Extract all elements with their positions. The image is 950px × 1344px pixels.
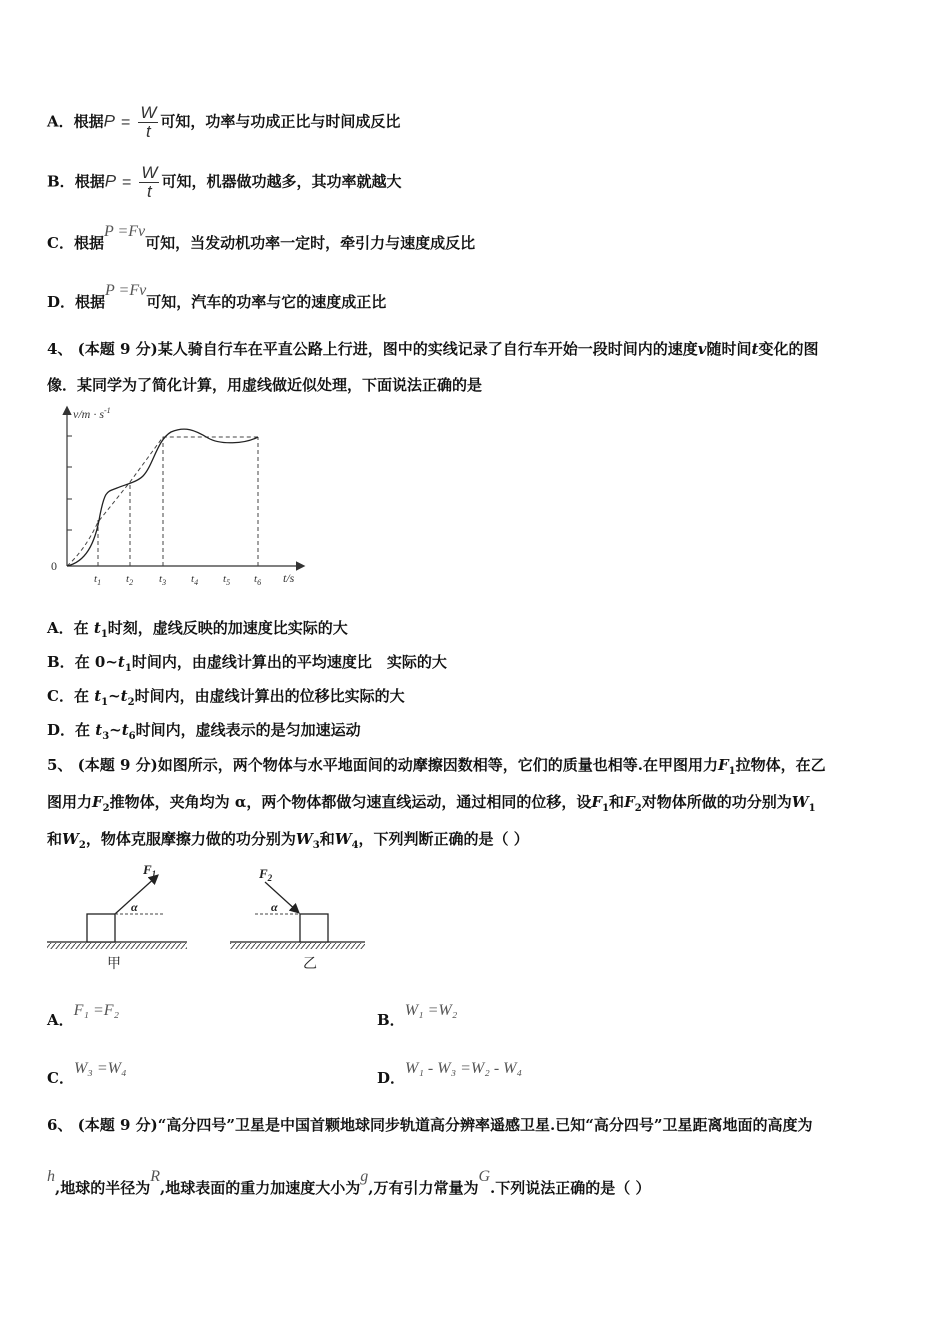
- subscript: 3: [312, 840, 320, 851]
- q5-option-c: [47, 1060, 127, 1089]
- option-letter: A．: [47, 1011, 74, 1029]
- var-f: F: [624, 793, 635, 811]
- y-axis-label: $v/m \cdot s^{-1}$: [73, 406, 111, 421]
- subscript: 1: [124, 663, 132, 674]
- var-w: W: [62, 830, 79, 848]
- q4-option-a: [47, 618, 348, 645]
- stem-text: 像．某同学为了简化计算，用虚线做近似处理，下面说法正确的是: [47, 376, 483, 394]
- var-t: t: [120, 687, 128, 705]
- var-g: g: [360, 1168, 369, 1185]
- stem-text: 和: [609, 793, 625, 811]
- figure-yi: [230, 866, 365, 972]
- option-text: 可知，功率与功成正比与时间成反比: [160, 112, 401, 131]
- q5-stem-line1: [47, 755, 826, 782]
- fraction-numerator: W: [141, 163, 158, 182]
- stem-text: .下列说法正确的是（ ）: [490, 1179, 651, 1197]
- x-tick-label: $t_4$: [191, 573, 199, 587]
- option-letter: B．: [47, 172, 75, 191]
- option-text: 在: [73, 619, 94, 637]
- stem-text: ,地球表面的重力加速度大小为: [160, 1179, 361, 1197]
- option-letter: A．: [47, 112, 74, 131]
- stem-text: 随时间: [706, 340, 752, 358]
- subscript: 1: [728, 766, 736, 777]
- option-text: 可知，汽车的功率与它的速度成正比: [146, 293, 387, 311]
- var-f: F: [591, 793, 603, 811]
- question-points: (本题 9 分): [77, 340, 158, 358]
- formula: F₁ =F₂: [73, 1002, 120, 1019]
- x-tick-label: $t_1$: [94, 573, 102, 587]
- option-letter: B．: [377, 1011, 405, 1029]
- var-r: R: [150, 1168, 161, 1185]
- q5-stem-line2: [47, 792, 816, 819]
- formula-lhs: P: [104, 171, 117, 191]
- stem-text: 和: [47, 830, 63, 848]
- option-text: 时间内，虚线表示的是匀加速运动: [135, 721, 361, 739]
- q3-option-c: [47, 223, 476, 254]
- var-v: v: [697, 340, 707, 358]
- question-number: 5、: [47, 756, 73, 774]
- subscript: 2: [634, 803, 642, 814]
- var-t: t: [94, 687, 102, 705]
- q5-stem-line3: [47, 829, 529, 856]
- subscript: 1: [808, 803, 816, 814]
- option-text: 可知，当发动机功率一定时，牵引力与速度成反比: [145, 234, 476, 252]
- subscript: 2: [127, 697, 135, 708]
- q4-option-b: [47, 652, 447, 679]
- option-text: 在 0~: [74, 653, 118, 671]
- stem-text: ,地球的半径为: [55, 1179, 151, 1197]
- stem-text: “高分四号”卫星是中国首颗地球同步轨道高分辨率遥感卫星.已知“高分四号”卫星距离地面的高度为: [157, 1116, 813, 1134]
- q5-option-b: [377, 1002, 458, 1031]
- option-letter: B．: [47, 653, 75, 671]
- x-tick-label: $t_6$: [254, 573, 262, 587]
- q4-stem-line1: [47, 339, 818, 359]
- force-diagram: [45, 860, 375, 980]
- stem-text: 如图所示，两个物体与水平地面间的动摩擦因数相等，它们的质量也相等.在甲图用力: [157, 756, 718, 774]
- option-letter: D．: [47, 293, 76, 311]
- x-tick-label: $t_5$: [223, 573, 231, 587]
- x-axis-label: t/s: [283, 571, 295, 585]
- angle-label: α: [131, 900, 138, 914]
- figure-jia: [47, 862, 187, 972]
- var-t: t: [93, 619, 101, 637]
- formula-lhs: P: [103, 111, 115, 131]
- q6-stem-line2: [47, 1168, 651, 1199]
- var-t: t: [95, 721, 103, 739]
- option-letter: C．: [47, 687, 74, 705]
- option-text: ~: [109, 721, 122, 739]
- stem-text: 某人骑自行车在平直公路上行进，图中的实线记录了自行车开始一段时间内的速度: [157, 340, 698, 358]
- q3-option-d: [47, 282, 387, 313]
- var-g-const: G: [478, 1168, 491, 1185]
- subscript: 4: [351, 840, 359, 851]
- question-points: (本题 9 分): [77, 756, 158, 774]
- velocity-time-graph: [45, 400, 315, 590]
- stem-text: 推物体，夹角均为 α，两个物体都做匀速直线运动，通过相同的位移，设: [109, 793, 592, 811]
- option-text: 时间内，由虚线计算出的平均速度比 实际的大: [131, 653, 447, 671]
- force-arrow: [265, 882, 298, 912]
- stem-text: ，物体克服摩擦力做的功分别为: [85, 830, 296, 848]
- block: [300, 914, 328, 942]
- option-text: 可知，机器做功越多，其功率就越大: [161, 172, 402, 191]
- formula-sign: =: [122, 173, 132, 191]
- option-text: ~: [108, 687, 121, 705]
- force-label: $F_2$: [259, 866, 273, 883]
- fraction-denominator: t: [147, 182, 152, 201]
- angle-label: α: [271, 900, 278, 914]
- stem-text: 图用力: [47, 793, 93, 811]
- option-lead: 根据: [73, 234, 104, 252]
- q5-option-d: [377, 1060, 523, 1089]
- var-w: W: [334, 830, 352, 848]
- subscript: 2: [78, 840, 86, 851]
- subscript: 1: [101, 697, 109, 708]
- option-lead: 根据: [74, 172, 105, 191]
- option-letter: A．: [47, 619, 74, 637]
- option-text: 在: [75, 721, 96, 739]
- q4-option-c: [47, 686, 405, 713]
- option-text: 在: [73, 687, 95, 705]
- block: [87, 914, 115, 942]
- stem-text: 拉物体，在乙: [735, 756, 826, 774]
- formula: W₃ =W₄: [73, 1060, 127, 1077]
- option-text: 时刻，虚线反映的加速度比实际的大: [107, 619, 348, 637]
- var-f: F: [92, 793, 103, 811]
- caption: 甲: [107, 957, 121, 972]
- q5-option-a: [47, 1002, 120, 1031]
- option-letter: C．: [47, 1069, 74, 1087]
- subscript: 1: [602, 803, 610, 814]
- option-lead: 根据: [75, 293, 106, 311]
- q4-option-d: [47, 720, 361, 747]
- subscript: 2: [102, 803, 110, 814]
- formula: W₁ =W₂: [404, 1002, 458, 1019]
- caption: 乙: [303, 957, 317, 972]
- stem-text: ,万有引力常量为: [368, 1179, 479, 1197]
- subscript: 3: [102, 731, 110, 742]
- stem-text: 变化的图: [758, 340, 819, 358]
- question-number: 6、: [47, 1116, 73, 1134]
- option-letter: C．: [47, 234, 74, 252]
- var-t: t: [117, 653, 125, 671]
- option-letter: D．: [377, 1069, 406, 1087]
- var-w: W: [791, 793, 809, 811]
- question-points: (本题 9 分): [77, 1116, 158, 1134]
- stem-text: 对物体所做的功分别为: [641, 793, 792, 811]
- q4-stem-line2: [47, 375, 482, 395]
- stem-text: 和: [319, 830, 335, 848]
- formula-sign: =: [121, 113, 131, 131]
- var-h: h: [47, 1168, 55, 1185]
- var-t: t: [751, 340, 759, 358]
- option-text: 时间内，由虚线计算出的位移比实际的大: [134, 687, 405, 705]
- var-w: W: [295, 830, 313, 848]
- subscript: 6: [128, 731, 136, 742]
- actual-velocity-curve: [67, 429, 258, 566]
- var-f: F: [717, 756, 729, 774]
- question-number: 4、: [47, 340, 73, 358]
- subscript: 1: [100, 629, 108, 640]
- var-t: t: [121, 721, 129, 739]
- formula-fraction: [138, 104, 158, 141]
- formula-fraction: [139, 164, 159, 201]
- x-tick-label: $t_3$: [159, 573, 167, 587]
- q3-option-b: [47, 164, 401, 201]
- x-tick-label: $t_2$: [126, 573, 134, 587]
- fraction-numerator: W: [140, 103, 157, 122]
- origin-label: 0: [51, 559, 57, 573]
- stem-text: ，下列判断正确的是（ ）: [358, 830, 529, 848]
- q6-stem-line1: [47, 1115, 813, 1135]
- option-letter: D．: [47, 721, 76, 739]
- q3-option-a: [47, 104, 400, 141]
- fraction-denominator: t: [146, 122, 151, 141]
- formula: W₁ - W₃ =W₂ - W₄: [405, 1060, 523, 1077]
- formula: P =Fv: [105, 282, 147, 299]
- formula: P =Fv: [103, 223, 146, 240]
- force-label: $F_1$: [143, 862, 157, 879]
- option-lead: 根据: [73, 112, 104, 131]
